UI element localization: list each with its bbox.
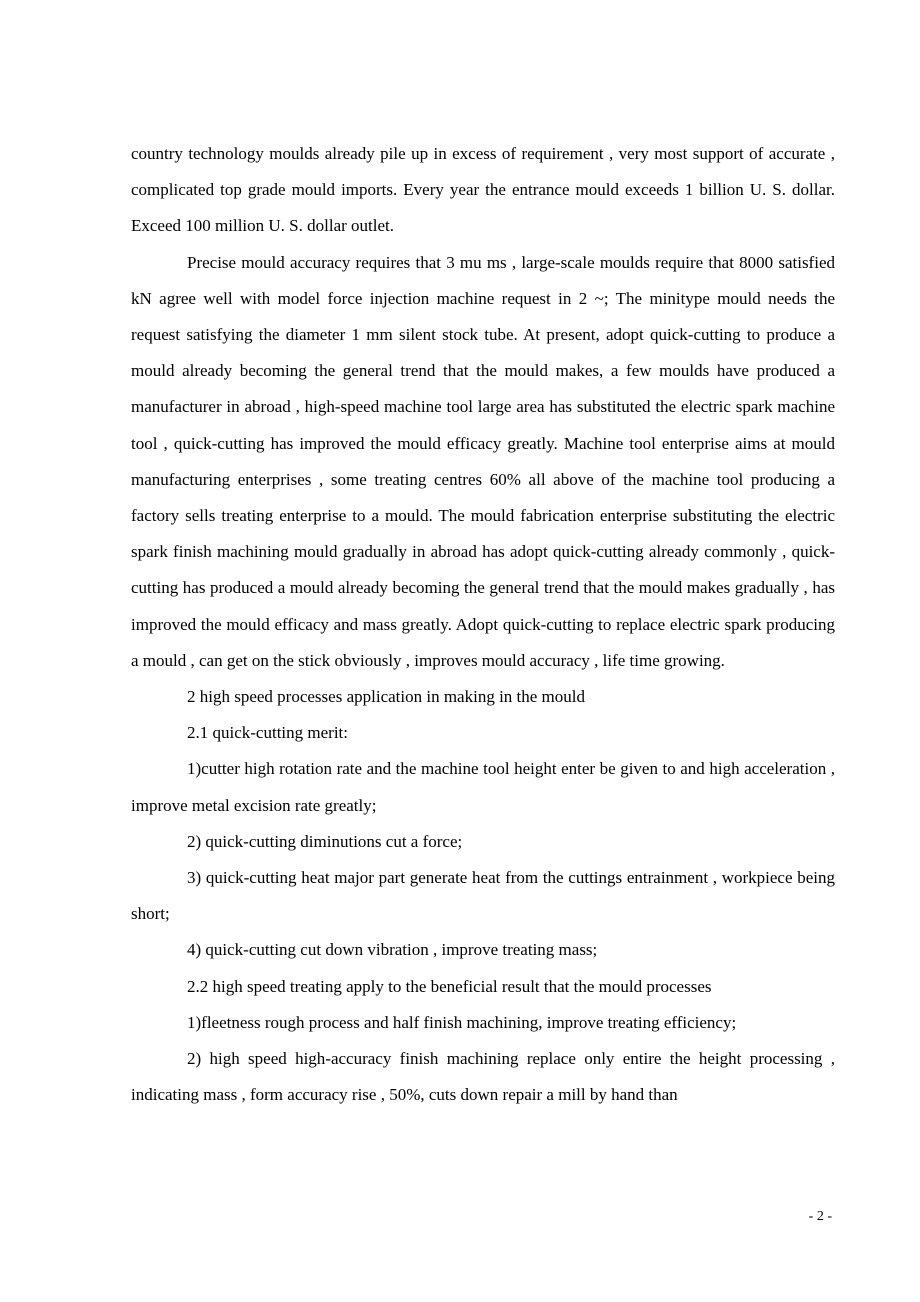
list-item-merit-3: 3) quick-cutting heat major part generate heat from the cuttings entrainment , workpiece being short; <box>131 868 835 924</box>
list-item-merit-2: 2) quick-cutting diminutions cut a force; <box>187 831 463 851</box>
list-item-result-1: 1)fleetness rough process and half finish machining, improve treating efficiency; <box>187 1012 737 1032</box>
section-heading-2: 2 high speed processes application in making in the mould <box>187 687 586 707</box>
list-item-result-2: 2) high speed high-accuracy finish machining replace only entire the height processing , indicating mass , form accuracy rise , 50%, cuts down repair a mill by hand than <box>131 1049 835 1105</box>
page-body <box>131 136 835 1113</box>
paragraph-mould-accuracy: Precise mould accuracy requires that 3 mu ms , large-scale moulds require that 8000 satisfied kN agree well with model force injection machine request in 2 ~; The minitype mould needs the request satisfying the diameter 1 mm silent stock tube. At present, adopt quick-cutting to produce a mould already becoming the general trend that the mould makes, a few moulds have produced a manufacturer in abroad , high-speed machine tool large area has substituted the electric spark machine tool , quick-cutting has improved the mould efficacy greatly. Machine tool enterprise aims at mould manufacturing enterprises , some treating centres 60% all above of the machine tool producing a factory sells treating enterprise to a mould. The mould fabrication enterprise substituting the electric spark finish machining mould gradually in abroad has adopt quick-cutting already commonly , quick-cutting has produced a mould already becoming the general trend that the mould makes gradually , has improved the mould efficacy and mass greatly. Adopt quick-cutting to replace electric spark producing a mould , can get on the stick obviously , improves mould accuracy , life time growing. <box>131 252 835 670</box>
list-item-merit-4: 4) quick-cutting cut down vibration , improve treating mass; <box>187 940 598 960</box>
page-number: - 2 - <box>808 1209 832 1224</box>
subsection-heading-2-1: 2.1 quick-cutting merit: <box>187 723 348 743</box>
subsection-heading-2-2: 2.2 high speed treating apply to the beneficial result that the mould processes <box>187 976 712 996</box>
paragraph-continued-intro: country technology moulds already pile up in excess of requirement , very most support of accurate , complicated top grade mould imports. Every year the entrance mould exceeds 1 billion U. S. dollar. Exceed 100 million U. S. dollar outlet. <box>131 144 835 236</box>
list-item-merit-1: 1)cutter high rotation rate and the machine tool height enter be given to and high acceleration , improve metal excision rate greatly; <box>131 759 835 815</box>
